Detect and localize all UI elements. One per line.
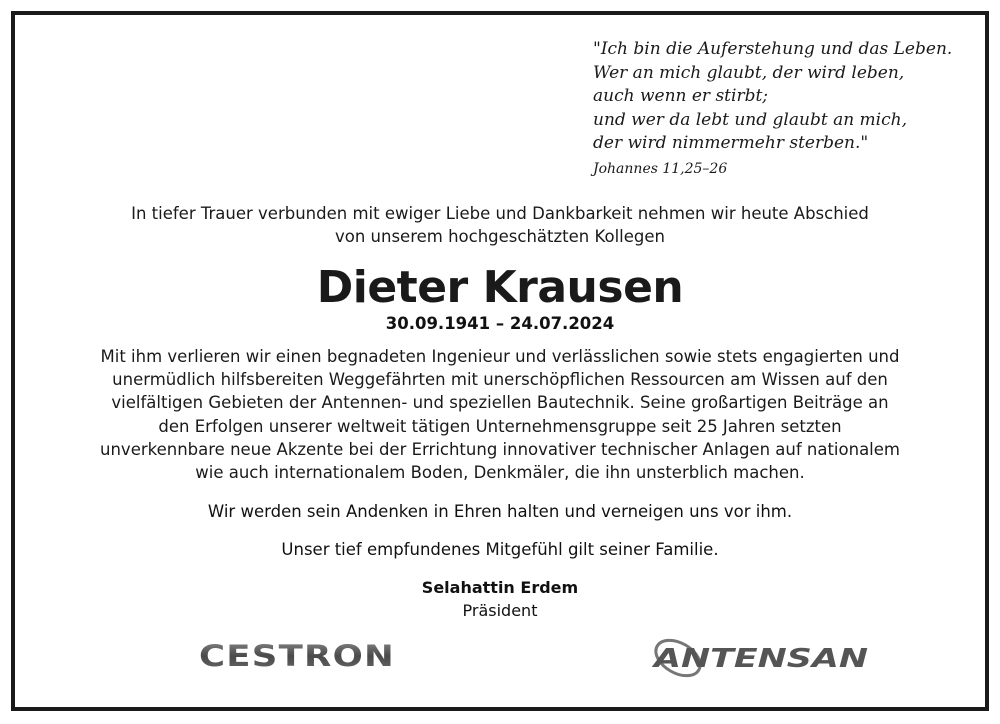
antensan-logo [648,620,873,682]
tribute-paragraph [15,345,985,484]
paragraph-line: wie auch internationalem Boden, Denkmäler, die ihn unsterblich machen. [195,463,805,483]
cestron-logo [195,636,400,676]
signer-name: Selahattin Erdem [421,578,579,597]
quote-source: Johannes 11,25–26 [593,160,728,177]
intro-text [15,202,985,248]
condolence-line: Unser tief empfundenes Mitgefühl gilt seiner Familie. [281,540,719,559]
antensan-logo-text: ANTENSAN [651,644,869,674]
intro-line: In tiefer Trauer verbunden mit ewiger Liebe und Dankbarkeit nehmen wir heute Abschied [131,204,869,223]
paragraph-line: vielfältigen Gebieten der Antennen- und speziellen Bautechnik. Seine großartigen Beiträge an [111,393,889,413]
quote-line: "Ich bin die Auferstehung und das Leben. [593,39,953,59]
deceased-name: Dieter Krausen [316,262,684,313]
quote-line: auch wenn er stirbt; [593,86,769,106]
quote-line: der wird nimmermehr sterben." [593,133,869,153]
intro-line: von unserem hochgeschätzten Kollegen [334,227,665,246]
closing-line: Wir werden sein Andenken in Ehren halten und verneigen uns vor ihm. [207,502,793,521]
bible-quote [593,38,953,179]
quote-line: und wer da lebt und glaubt an mich, [593,109,907,130]
paragraph-line: den Erfolgen unserer weltweit tätigen Unternehmensgruppe seit 25 Jahren setzten [158,416,842,436]
signer-role: Präsident [462,601,538,620]
cestron-logo-text: CESTRON [199,639,395,673]
paragraph-line: unermüdlich hilfsbereiten Weggefährten mit unerschöpflichen Ressourcen am Wissen auf den [112,370,888,390]
quote-line: Wer an mich glaubt, der wird leben, [593,62,905,83]
paragraph-line: Mit ihm verlieren wir einen begnadeten Ingenieur und verlässlichen sowie stets engagierten und [100,347,900,366]
paragraph-line: unverkennbare neue Akzente bei der Errichtung innovativer technischer Anlagen auf nationalem [100,439,900,459]
life-dates: 30.09.1941 – 24.07.2024 [385,314,615,333]
